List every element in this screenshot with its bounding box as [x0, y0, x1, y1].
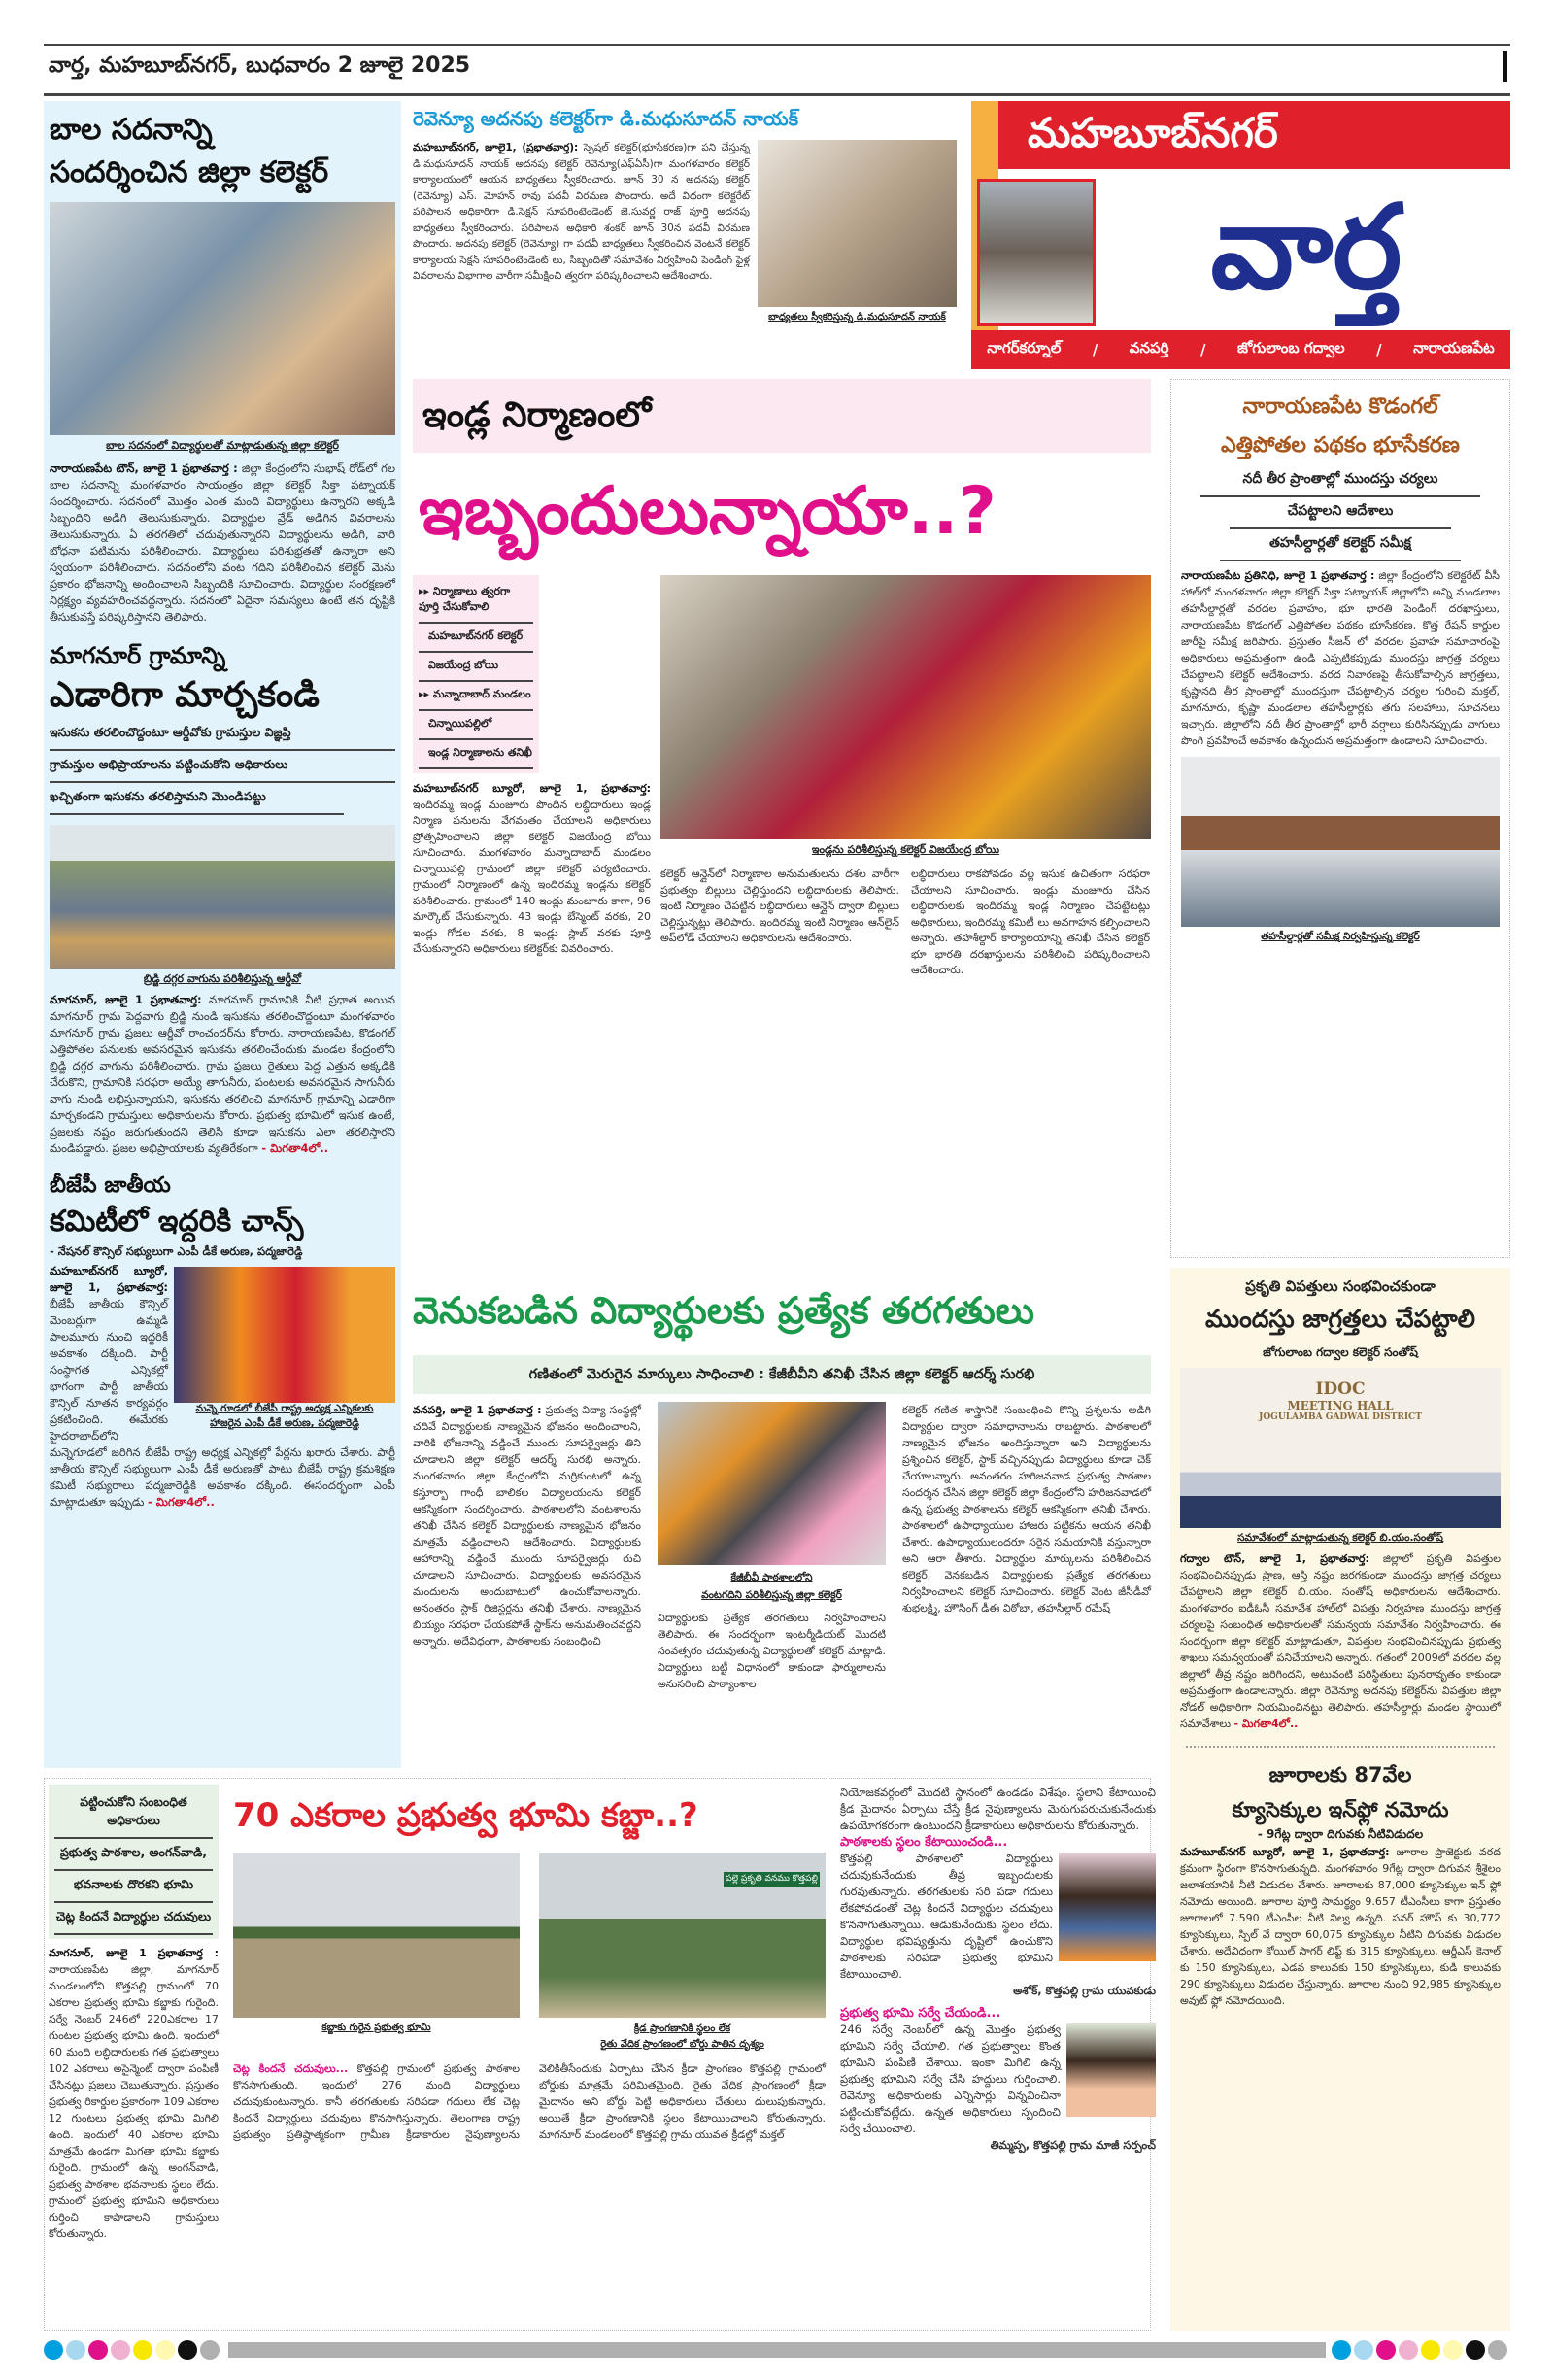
subheadline: చేపట్టాలని ఆదేశాలు	[1230, 497, 1451, 529]
registration-dot	[1443, 2340, 1463, 2360]
photo-housing	[660, 575, 1151, 839]
photo-maganoor	[50, 825, 395, 969]
sign-text: IDOC	[1315, 1379, 1366, 1399]
subheadline: భవనాలకు దొరకని భూమి	[54, 1871, 213, 1903]
photo-narayanpet	[1181, 757, 1500, 927]
article-text: స్పెషల్ కలెక్టర్(భూసేకరణ)గా పని చేస్తున్న డి.మధుసూదన్ నాయక్ అదనపు కలెక్టర్ రెవెన్యూ(ఎఫ్ఏసీ)గా మంగళవారం కలెక్టర్ కార్యాలయంలో ఆయన బాధ్యతలు స్వీకరించారు. జూన్ 30 న అదనపు కలెక్టర్ (రెవెన్యూ) ఎస్. మోహన్ రావు పదవీ విరమణ పొందారు. అదే విధంగా కలెక్టరేట్ పరిపాలన అధికారిగా డి.సెక్షన్ సూపరింటెండెంట్ జె.సువర్ణ రాజ్ పూర్తి అదనపు బాధ్యతలు స్వీకరించారు. పరిపాలన అధికారి శంకర్ జూన్ 30న పదవీ విరమణ పొందారు. అదనపు కలెక్టర్ (రెవెన్యూ) గా పదవీ బాధ్యతలు స్వీకరించిన వెంటనే కలెక్టర్ కార్యాలయ సెక్షన్ సూపరింటెండెంట్ లు, సిబ్బందితో సమావేశం నిర్వహించి పెండింగ్ ఫైళ్ల వివరాలను విభాగాల వారీగా సమీక్షించి త్వరగా పరిష్కరించాలని ఆదేశించారు.	[413, 142, 751, 282]
subheadline: నదీ తీర ప్రాంతాల్లో ముందస్తు చర్యలు	[1200, 465, 1480, 497]
highlight-text: విజయేంద్ర బోయి	[428, 659, 499, 671]
headline-line: నారాయణపేట కొడంగల్	[1242, 394, 1438, 419]
section-heading: చెట్ల కిందనే చదువులు...	[233, 2062, 349, 2075]
top-band	[413, 101, 1510, 369]
caption-line: రైతు వేదిక ప్రాంగణంలో బోర్డు పాతిన దృశ్యం	[600, 2039, 764, 2050]
article-body	[1180, 1844, 1501, 2009]
article-body	[49, 1945, 219, 2242]
kicker: ఇండ్ల నిర్మాణంలో	[413, 379, 1151, 453]
masthead-district: మహబూబ్‌నగర్	[998, 101, 1510, 169]
subheadline: ఖచ్చితంగా ఇసుకను తరలిస్తామని మొండిపట్టు	[50, 783, 344, 815]
quote-text: 246 సర్వే నెంబర్‌లో ఉన్న మొత్తం ప్రభుత్వ భూమిని సర్వే చేయాలి. గత ప్రభుత్వాలు కొంత భూమిని పంపిణీ చేశాయి. ఇంకా మిగిలి ఉన్న ప్రభుత్వ భూమిని సర్వే చేసి హద్దులు గుర్తించాలి. రెవెన్యూ అధికారులకు ఎన్నిసార్లు విన్నవించినా పట్టించుకోవట్లేదు. ఉన్నత అధికారులు స్పందించి సర్వే చేయించాలి.	[840, 2023, 1061, 2135]
subheadline: - 9గేట్ల ద్వారా దిగువకు నీటివిడుదల	[1257, 1827, 1424, 1841]
sign-text: JOGULAMBA GADWAL DISTRICT	[1259, 1412, 1422, 1422]
headline-line: క్యూసెక్కుల ఇన్‌ఫ్లో నమోదు	[1232, 1798, 1449, 1821]
header-bar	[1503, 51, 1507, 82]
photo-caption: బ్రిడ్జి దగ్గర వాగును పరిశీలిస్తున్న ఆర్డీవో	[143, 972, 302, 985]
housing-left	[413, 575, 651, 958]
continued-label: - మిగతా4లో..	[1233, 1717, 1299, 1730]
quote-text: కొత్తపల్లి పాఠశాలలో విద్యార్థులు చదువుకునేందుకు తీవ్ర ఇబ్బందులకు గురవుతున్నారు. తరగతులకు సరి పడా గదులు లేకపోవడంతో చెట్ల కిందనే విద్యార్థుల చదువులు కొనసాగుతున్నాయి. ఆడుకునేందుకు స్థలం లేదు. విద్యార్థుల భవిష్యత్తును దృష్టిలో ఉంచుకొని పాఠశాలకు సరిపడా ప్రభుత్వ భూమిని కేటాయించాలి.	[840, 1852, 1053, 1981]
caption-line: కేజీబీవీ పాఠశాలలోని	[730, 1572, 813, 1583]
article-body	[50, 992, 395, 1157]
registration-dot	[1332, 2340, 1351, 2360]
registration-dot	[1354, 2340, 1373, 2360]
article-body-col2: విద్యార్థులకు ప్రత్యేక తరగతులు నిర్వహించాలని తెలిపారు. ఈ సందర్భంగా ఇంటర్మీడియట్ మొదటి సంవత్సరం చదువుతున్న విద్యార్థులతో కలెక్టర్ మాట్లాడి. విద్యార్థులు బట్టీ విధానంలో కాకుండా ఫార్ములాలను అనుసరించి పాఠ్యాంశాల	[658, 1612, 886, 1690]
caption-line: వంటగదిని పరిశీలిస్తున్న జిల్లా కలెక్టర్	[701, 1589, 842, 1601]
registration-dot	[1466, 2340, 1485, 2360]
story-education	[413, 1268, 1151, 1768]
dateline-lead: మహబూబ్‌నగర్ బ్యూరో, జూలై 1, ప్రభాతవార్త:	[50, 1264, 168, 1294]
registration-dot	[178, 2340, 197, 2360]
subheadline: పట్టించుకోని సంబంధిత అధికారులు	[54, 1788, 213, 1839]
dateline-lead: నారాయణపేట ప్రతినిధి, జూలై 1 ప్రభాతవార్త :	[1181, 569, 1375, 582]
subheadline: తహసీల్దార్లతో కలెక్టర్ సమీక్ష	[1220, 529, 1461, 561]
photo-caption: తహసీల్దార్లతో సమీక్ష నిర్వహిస్తున్న కలెక్టర్	[1261, 931, 1420, 942]
masthead-editions: నాగర్‌కర్నూల్ / వనపర్తి / జోగులాంబ గద్వాల / నారాయణపేట	[971, 330, 1510, 369]
photo-caption: సమావేశంలో మాట్లాడుతున్న కలెక్టర్ బి.యం.సంతోష్	[1237, 1532, 1443, 1544]
photo-caption: మన్నె గూడలో బీజేపీ రాష్ట్ర అధ్యక్ష ఎన్నికలకు	[195, 1403, 374, 1414]
registration-dot	[1399, 2340, 1418, 2360]
article-text: జిల్లాలో ప్రకృతి విపత్తుల సంభవించినప్పుడు ప్రాణ, ఆస్తి నష్టం జరగకుండా ముందస్తు జాగ్రత్త చర్యలు చేపట్టాలని జిల్లా కలెక్టర్ బి.యం. సంతోష్ అధికారులను ఆదేశించారు. మంగళవారం ఐడీఓసీ సమావేశ హాల్‌లో విపత్తు నిర్వహణ ముందస్తు జాగ్రత్త చర్యలపై సంబంధిత అధికారులతో సమన్వయ సమావేశం నిర్వహించారు. ఈ సందర్భంగా జిల్లా కలెక్టర్ మాట్లాడుతూ, విపత్తుల సంభవించినప్పుడు ప్రభుత్వ శాఖలు సమన్వయంతో పనిచేయాలని అన్నారు. గతంలో 2009లో వరదల వల్ల జిల్లాలో తీవ్ర నష్టం జరిగిందని, అటువంటి పరిస్థితులు పునరావృతం కాకుండా అప్రమత్తంగా ఉండాలన్నారు. జిల్లా రెవెన్యూ అదనపు కలెక్టర్‌ను విపత్తుల జిల్లా నోడల్ అధికారిగా నియమించినట్టు తెలిపారు. తహసీల్దార్లు మండల స్థాయిలో సమావేశాలు	[1180, 1552, 1501, 1730]
color-marks-left	[44, 2340, 222, 2360]
photo-gadwal	[1180, 1368, 1501, 1528]
article-text: ప్రభుత్వ విద్యా సంస్థల్లో చదివే విద్యార్థులకు నాణ్యమైన భోజనం అందించాలని, వారికి భోజనాన్ని వడ్డించే ముందు సూపర్వైజర్లు తిని చూడాలని జిల్లా కలెక్టర్ ఆదర్శ్ సురభి అన్నారు. మంగళవారం జిల్లా కేంద్రంలోని మర్రికుంటలో ఉన్న కస్తూర్బా గాంధీ బాలికల విద్యాలయంను కలెక్టర్ ఆకస్మికంగా సందర్శించారు. పాఠశాలలోని వంటశాలను తనిఖీ చేసిన కలెక్టర్ విద్యార్థులకు నాణ్యమైన భోజనం మాత్రమే వడ్డించాలని ఆదేశించారు. విద్యార్థులకు ఆహారాన్ని వడ్డించే ముందు సూపర్వైజర్లు రుచి చూడాలని సూచించారు. విద్యార్థులకు అవసరమైన మందులను అందుబాటులో ఉంచుకోవాలన్నారు. అనంతరం స్టాక్ రిజిస్టర్లను తనిఖీ చేశారు. నాణ్యమైన బియ్యం సరఫరా చేయకపోతే స్టాక్‌ను అనుమతించవద్దని అన్నారు. అదేవిధంగా, పాఠశాలకు సంబంధించి	[413, 1404, 641, 1648]
dateline-lead: నారాయణపేట టౌన్, జూలై 1 ప్రభాతవార్త :	[50, 461, 238, 475]
arrow-icon: ▸▸	[419, 688, 433, 700]
headline-line: మాగనూర్ గ్రామాన్ని	[50, 642, 226, 669]
education-columns	[413, 1402, 1151, 1692]
page-grid	[44, 101, 1510, 2331]
arrow-icon: ▸▸	[419, 585, 433, 597]
article-text: జిల్లా కేంద్రంలోని సుభాష్ రోడ్‌లో గల బాల సదనాన్ని మంగళవారం సాయంత్రం జిల్లా కలెక్టర్ సిక్తా పట్నాయక్ సందర్శించారు. సదనంలో మొత్తం ఎంత మంది విద్యార్థులు ఉన్నారని అక్కడి సిబ్బందిని అడిగి తెలుసుకున్నారు. విద్యార్థుల వ్రేడ్ అడిగిన వివరాలను తెలుసుకున్నారు. ఏ తరగతిలో చదువుతున్నారని విద్యార్థులను అడిగి, వారి బోధనా పటిమను పరిశీలించారు. విద్యార్థులు పరిశుభ్రతతో ఉన్నారా అని స్వయంగా పరిశీలించారు. సదనంలోని వంట గదిని పరిశీలించిన కలెక్టర్ మెను ప్రకారం భోజనాన్ని అందించాలని సిబ్బందికి సూచించారు. విద్యార్థుల సంరక్షణలో నిర్లక్ష్యం వ్యవహరించవద్దన్నారు. సదనంలో ఏదైనా సమస్యలు ఉంటే తన దృష్టికి తీసుకువస్తే పరిష్కరిస్తానని తెలిపారు.	[50, 461, 395, 624]
photo-land	[233, 1853, 520, 2018]
article-body-col3: కలెక్టర్ గణిత శాస్త్రానికి సంబంధించి కొన్ని ప్రశ్నలను అడిగి విద్యార్థుల ద్వారా సమాధానాలను రాబట్టారు. పాఠశాలలో నాణ్యమైన భోజనం అందిస్తున్నారా అని విద్యార్థులను ప్రశ్నించిన కలెక్టర్, స్టాక్ వచ్చినప్పుడు విద్యార్థులు కూడా చెక్ చేయాలన్నారు. అనంతరం హరిజనవాడ ప్రభుత్వ పాఠశాల సందర్శన చేసిన జిల్లా కలెక్టర్ జిల్లా కేంద్రంలోని హరిజనవాడలో ఉన్న ప్రభుత్వ పాఠశాలను కలెక్టర్ ఆకస్మికంగా తనిఖీ చేశారు. పాఠశాలలో ఉపాధ్యాయుల హాజరు పట్టికను ఆయన తనిఖీ చేశారు. ఉపాధ్యాయులందరూ సరైన సమయానికి వస్తున్నారా అని ఆరా తీశారు. విద్యార్థుల మార్కులను పరిశీలించిన కలెక్టర్, వెనకబడిన విద్యార్థులకు ప్రత్యేక తరగతులు నిర్వహించాలని కలెక్టర్ సూచించారు. కలెక్టర్ వెంట జీసీడీవో శుభలక్ష్మి, హౌసింగ్ డీఈ విఠోబా, తహసీల్దార్ రమేష్	[902, 1404, 1152, 1615]
housing-columns	[413, 575, 1151, 979]
article-text: జిల్లా కేంద్రంలోని కలెక్టరేట్ వీసీ హాల్‌లో మంగళవారం జిల్లా కలెక్టర్ సిక్తా పట్నాయక్ జిల్లాలోని అన్ని మండలాల తహసీల్దార్లతో వరదల ప్రవాహం, భూ భారతి పెండింగ్ దరఖాస్తులు, నారాయణపేట కొడంగల్ ఎత్తిపోతల పథకం భూసేకరణ, కొత్త రేషన్ కార్డుల జారీపై సమీక్ష జరిపారు. ప్రస్తుతం సీజన్ లో వరదల ప్రవాహ సమాచారంపై అధికారులు అప్రమత్తంగా ఉండి ఎప్పటికప్పుడు ముందస్తు జాగ్రత్త చర్యలు చేపట్టాలని కలెక్టర్ ఆదేశించారు. వరద నివారణపై తీసుకోవాల్సిన జాగ్రత్తలు, కృష్ణానది తీర ప్రాంతాల్లో ముందస్తుగా చేపట్టాల్సిన చర్యల గురించి మక్తల్, మాగనూరు, కృష్ణా మండలాల తహసీల్దార్లకు తగు సలహాలు, సూచనలు ఇచ్చారు. జిల్లాలోని నదీ తీర ప్రాంతాల్లో భారీ వర్షాలు కురిసినప్పుడు వాగులు పొంగి ప్రవహించే అవకాశం ఉన్నందున అప్రమత్తంగా ఉండాలని సూచించారు.	[1181, 569, 1501, 747]
land-photo2-box	[539, 1853, 826, 2053]
registration-dot	[1421, 2340, 1440, 2360]
edition-label: జోగులాంబ గద్వాల	[1237, 339, 1345, 357]
registration-bar	[44, 2339, 1510, 2361]
highlight-item	[419, 624, 533, 653]
top-rule	[44, 44, 1510, 46]
divider	[1186, 1746, 1495, 1748]
headline-line: బాల సదనాన్ని	[50, 113, 213, 147]
photo-ashok	[1059, 1853, 1156, 1961]
story-land	[44, 1778, 1156, 2331]
photo-revenue	[758, 140, 957, 307]
article-body	[413, 140, 957, 323]
article-text: నియోజకవర్గంలో మొదటి స్థానంలో ఉండడం విశేషం. స్థలాని కేటాయించి క్రీడ మైదానం ఏర్పాటు చేస్తే క్రీడ నైపుణ్యాలను మెరుగుపరుచుకునేందుకు ఉపయోగకరంగా ఉంటుందని క్రీడాకారులు అధికారులను కోరుతున్నారు.	[840, 1785, 1156, 1832]
story-revenue	[413, 101, 957, 330]
headline-line: కమిటీలో ఇద్దరికి చాన్స్	[50, 1205, 304, 1239]
color-marks-right	[1332, 2340, 1510, 2360]
highlight-item	[419, 682, 533, 711]
photo-caption	[658, 1569, 886, 1604]
article-text: కొత్తపల్లి గ్రామంలో ప్రభుత్వ పాఠశాల కొనసాగుతుంది. ఇందులో 276 మంది విద్యార్థులు చదువుకుంటున్నారు. కానీ తరగతులకు సరిపడా గదులు లేక చెట్ల కిందనే విద్యార్థులు చదువులు కొనసాగిస్తున్నారు. తెలంగాణ రాష్ట్ర ప్రభుత్వం ప్రతిష్ఠాత్మకంగా గ్రామీణ క్రీడాకారుల నైపుణ్యాలను వెలికితీసేందుకు ఏర్పాటు చేసిన క్రీడా ప్రాంగణం కొత్తపల్లి గ్రామంలో బోర్డుకు మాత్రమే పరిమితమైంది. రైతు వేదిక ప్రాంగణంలో క్రీడా మైదానం అని బోర్డు పెట్టి అధికారులు చేతులు దులుపుకున్నారు. అయితే క్రీడా ప్రాంగణానికి స్థలం కేటాయించాలని కోరుతున్నారు. మాగనూర్ మండలంలో కొత్తపల్లి గ్రామ యువత క్రీడల్లో మక్తల్	[233, 2062, 826, 2141]
sign-text: పల్లె ప్రకృతి వనము కొత్తపల్లి	[724, 1872, 820, 1887]
registration-dot	[155, 2340, 175, 2360]
registration-dot	[44, 2340, 63, 2360]
story-housing	[413, 379, 1151, 1258]
edition-label: వనపర్తి	[1129, 339, 1169, 357]
article-text: బీజేపీ జాతీయ కౌన్సిల్ మెంబర్లుగా ఉమ్మడి పాలమూరు నుంచి ఇద్దరికీ అవకాశం దక్కింది. పార్టీ సంస్థాగత ఎన్నికల్లో భాగంగా పార్టీ జాతీయ కౌన్సిల్ నూతన కార్యవర్గం ప్రకటించింది. ఈమేరకు హైదరాబాద్‌లోని మన్నెగూడలో జరిగిన బీజేపీ రాష్ట్ర అధ్యక్ష ఎన్నికల్లో పేర్లను ఖరారు చేశారు. పార్టీ జాతీయ కౌన్సిల్ సభ్యులుగా ఎంపీ డీకే అరుణతో పాటు బీజేపీ రాష్ట్ర క్రమశిక్షణ కమిటీ సభ్యురాలు పద్మజారెడ్డికి అవకాశం దక్కింది. ఈసందర్భంగా ఎంపీ మాట్లాడుతూ ఇప్పుడు	[50, 1297, 395, 1509]
edition-label: నారాయణపేట	[1413, 339, 1495, 357]
highlight-text: ఇండ్ల నిర్మాణాలను తనిఖీ	[428, 746, 532, 759]
registration-dot	[1376, 2340, 1396, 2360]
dateline: వార్త, మహబూబ్‌నగర్, బుధవారం 2 జూలై 2025	[49, 53, 471, 78]
article-body-col1	[413, 1402, 641, 1649]
highlight-text: చిన్నాయిపల్లిలో	[428, 717, 492, 730]
registration-dot	[88, 2340, 108, 2360]
story-bala-sadanam	[50, 109, 395, 626]
subheadline: జోగులాంబ గద్వాల కలెక్టర్ సంతోష్	[1263, 1345, 1418, 1359]
dateline-lead: గద్వాల టౌన్, జూలై 1, ప్రభాతవార్త:	[1180, 1552, 1369, 1565]
headline-line: ఎడారిగా మార్చకండి	[50, 675, 320, 715]
masthead-photo	[977, 179, 1096, 326]
photo-education	[658, 1402, 886, 1565]
headline: ముందస్తు జాగ్రత్తలు చేపట్టాలి	[1204, 1305, 1475, 1333]
highlight-text: నిర్మాణాలు త్వరగా పూర్తి చేసుకోవాలి	[419, 585, 511, 613]
sign-text: MEETING HALL	[1287, 1399, 1394, 1412]
registration-dot	[133, 2340, 152, 2360]
article-text: మాగనూర్ గ్రామానికి నీటి ప్రధాత అయిన మాగనూర్ గ్రామ పెద్దవాగు బ్రిడ్జి నుండి ఇసుకను తరలించొద్దంటూ మంగళవారం మాగనూర్ గ్రామ ప్రజలు ఆర్డీవో రాంచందర్‌ను కోరారు. నారాయణపేట, కొడంగల్ ఎత్తిపోతల పనులకు అవసరమైన ఇసుకను తరలించేందుకు మండల కేంద్రంలోని బ్రిడ్జి దగ్గర వాగును పరిశీలించారు. గ్రామ ప్రజలు రైతులు పెద్ద ఎత్తున అక్కడికి చేరుకొని, గ్రామానికి సరఫరా అయ్యే తాగునీరు, పంటలకు అవసరమైన సాగునీరు వాగు నుండి లభిస్తున్నాయని, ఇసుకను తరలించి మాగనూర్ గ్రామాన్ని ఎడారిగా మార్చకండని గ్రామస్తులు అధికారులను కోరారు. ప్రభుత్వ భూమిలో ఇసుక ఉంటే, ప్రజలకు నష్టం జరుగుతుందని తెలిసి కూడా ఇసుకను ఎలా తరలిస్తారని మండిపడ్డారు. ప్రజల అభిప్రాయాలకు వ్యతిరేకంగా	[50, 993, 395, 1155]
article-text: జూరాల ప్రాజెక్టుకు వరద క్రమంగా స్థిరంగా కొనసాగుతున్నది. మంగళవారం 9గేట్ల ద్వారా దిగువన శ్రీశైలం జలాశయానికి నీటి విడుదల చేశారు. జూరాలకు 87,000 క్యూసెక్కుల ఇన్ ఫ్లో నమోదు అయింది. జూరాల పూర్తి సామర్థ్యం 9.657 టీఎంసీలు కాగా ప్రస్తుతం జూరాలలో 7.590 టీఎంసీల నీటి నిల్వ ఉన్నది. పవర్ హౌస్ కు 30,772 క్యూసెక్కులు, స్పిల్ వే ద్వారా 60,075 క్యూసెక్కుల నీటిని దిగువకు విడుదల చేశారు. అదేవిధంగా కోయిల్ సాగర్ లిఫ్ట్ కు 315 క్యూసెక్కులు, ఆర్డీఎస్ కెనాల్ కు 150 క్యూసెక్కులు, ఎడవ కాలువకు 150 క్యూసెక్కులు, కుడి కాలువకు 290 క్యూసెక్కులు విడుదల చేస్తున్నారు. జూరాల నుంచి 92,985 క్యూసెక్కుల అవుట్ ఫ్లో నమోదయింది.	[1180, 1846, 1501, 2007]
subheadline: చెట్ల కిందనే విద్యార్థుల చదువులు	[54, 1903, 213, 1935]
housing-body-columns	[660, 867, 1151, 979]
story-narayanpet	[1170, 379, 1510, 1258]
dateline-lead: మహబూబ్‌నగర్ బ్యూరో, జూలై 1, ప్రభాతవార్త:	[413, 782, 651, 795]
article-body	[1180, 1550, 1501, 1732]
subheadline: గ్రామస్తుల అభిప్రాయాలను పట్టించుకోని అధికారులు	[50, 751, 395, 783]
photo-caption: బాధ్యతలు స్వీకరిస్తున్న డి.మధుసూదన్ నాయక్	[768, 312, 946, 323]
dateline-lead: మహబూబ్‌నగర్ బ్యూరో, జూలై 1, ప్రభాతవార్త:	[1180, 1846, 1390, 1858]
highlight-item	[419, 579, 533, 624]
masthead-logo: వార్త	[1210, 181, 1402, 316]
highlight-item	[419, 711, 533, 740]
subheadline: ప్రభుత్వ పాఠశాల, అంగన్‌వాడి,	[54, 1839, 213, 1871]
dateline-lead: వనపర్తి, జూలై 1 ప్రభాతవార్త :	[413, 1404, 542, 1416]
section-heading: ప్రభుత్వ భూమి సర్వే చేయండి...	[840, 2006, 1001, 2021]
right-lower-column	[1170, 1268, 1510, 2331]
headline: ఇబ్బందులున్నాయా..?	[419, 473, 997, 550]
article-body	[50, 460, 395, 626]
photo	[174, 1267, 395, 1403]
masthead	[971, 101, 1510, 369]
headline: 70 ఎకరాల ప్రభుత్వ భూమి కబ్జా..?	[233, 1796, 698, 1835]
land-photos	[233, 1853, 826, 2053]
article-text: నారాయణపేట జిల్లా, మాగనూర్ మండలంలోని కొత్తపల్లి గ్రామంలో 70 ఎకరాల ప్రభుత్వ భూమి కబ్జాకు గురైంది. సర్వే నెంబర్ 246లో 220ఎకరాల 17 గుంటల ప్రభుత్వ భూమి ఉంది. ఇందులో 60 మంది లబ్ధిదారులకు గత ప్రభుత్వాలు 102 ఎకరాలు అసైన్మెంట్ ద్వారా పంపిణీ చేసినట్లు ప్రజలు చెబుతున్నారు. ప్రస్తుతం ప్రభుత్వ రికార్డుల ప్రకారంగా 109 ఎకరాల 12 గుంటలు ప్రభుత్వ భూమి మిగిలి ఉంది. ఇందులో 40 ఎకరాల భూమి మాత్రమే ఉండగా మిగతా భూమి కబ్జాకు గురైంది. గ్రామంలో ఉన్న అంగన్‌వాడి, ప్రభుత్వ పాఠశాల భవనాలకు స్థలం లేదు. గ్రామంలో ప్రభుత్వ భూమిని అధికారులు గుర్తించి కాపాడాలని గ్రామస్తులు కోరుతున్నారు.	[49, 1963, 219, 2240]
subheadline: - నేషనల్ కౌన్సిల్ సభ్యులుగా ఎంపీ డీకే అరుణ, పద్మజారెడ్డి	[50, 1244, 303, 1258]
highlight-item	[419, 740, 533, 769]
photo-caption: బాల సదనంలో విద్యార్థులతో మాట్లాడుతున్న జిల్లా కలెక్టర్	[106, 439, 339, 452]
photo-caption: కబ్జాకు గురైన ప్రభుత్వ భూమి	[321, 2023, 431, 2033]
dateline-lead: మాగనూర్, జూలై 1 ప్రభాతవార్త:	[50, 993, 202, 1006]
housing-right	[660, 575, 1151, 979]
land-col1	[49, 1785, 219, 2242]
headline-line: సందర్శించిన జిల్లా కలెక్టర్	[50, 155, 329, 189]
registration-dot	[1488, 2340, 1507, 2360]
photo-thimmappa	[1066, 2023, 1156, 2117]
headline-line: బీజేపీ జాతీయ	[50, 1173, 171, 1198]
left-column	[44, 101, 401, 1768]
story-bjp	[50, 1171, 395, 1511]
article-body	[1181, 567, 1500, 749]
quote-author: తిమ్మప్ప, కొత్తపల్లి గ్రామ మాజీ సర్పంచ్	[990, 2138, 1156, 2152]
land-photo1-box	[233, 1853, 520, 2053]
photo-caption: ఇండ్లను పరిశీలిస్తున్న కలెక్టర్ విజయేంద్ర బోయి	[811, 843, 1000, 856]
section-heading: పాఠశాలకు స్థలం కేటాయించండి...	[840, 1835, 1008, 1850]
article-body-col3: లబ్ధిదారులు రాకపోవడం వల్ల ఇసుక ఉచితంగా సరఫరా చేయాలని సూచించారు. ఇండ్లు మంజూరు చేసిన లబ్ధిదారులకు ఇందిరమ్మ ఇండ్ల నిర్మాణం చేపట్టేటట్లు అధికారులు, ఇందిరమ్మ కమిటీ లు అవగాహన కల్పించాలని అన్నారు. తహశీల్దార్ కార్యాలయాన్ని తనిఖీ చేసిన కలెక్టర్ భూ భారతి దరఖాస్తులను పరిశీలించి పరిష్కరించాలని ఆదేశించారు.	[911, 867, 1150, 976]
photo-bjp	[174, 1267, 395, 1432]
highlight-item	[419, 653, 533, 682]
education-middle	[658, 1402, 886, 1692]
header-rule	[44, 93, 1510, 96]
photo-bala-sadanam	[50, 202, 395, 435]
caption-line: క్రీడ ప్రాంగణానికి స్థలం లేక	[633, 2023, 731, 2034]
article-text: ఇందిరమ్మ ఇండ్ల మంజూరు పొందిన లబ్ధిదారులు ఇండ్ల నిర్మాణ పనులను వేగవంతం చేయాలని అధికారులు ప్రోత్సహించాలని జిల్లా కలెక్టర్ విజయేంద్ర బోయి సూచించారు. మంగళవారం మన్నాదాబాద్ మండలం చిన్నాయిపల్లి గ్రామంలో జిల్లా కలెక్టర్ పర్యటించారు. గ్రామంలో నిర్మాణంలో ఉన్న ఇందిరమ్మ ఇండ్లను కలెక్టర్ పరిశీలించారు. గ్రామంలో 140 ఇండ్లు మంజూరు కాగా, 96 మార్కౌట్ చేసుకున్నారు. 43 ఇండ్లు బేస్మెంట్ వరకు, 20 ఇండ్లు గోడల వరకు, 8 ఇండ్లు స్లాబ్ వరకు పూర్తి చేసుకున్నారని అధికారులు కలెక్టర్‌కు వివరించారు.	[413, 798, 651, 955]
dateline-lead: మహబూబ్‌నగర్, జూలై1, (ప్రభాతవార్త):	[413, 142, 579, 153]
highlights-box	[49, 1785, 219, 1939]
edition-label: నాగర్‌కర్నూల్	[987, 339, 1062, 357]
continued-label: - మిగతా4లో..	[148, 1495, 215, 1509]
article-body-col2: కలెక్టర్ ఆన్లైన్‌లో నిర్మాణాల అనుమతులను దశల వారీగా ప్రభుత్వం బిల్లులు చెల్లిస్తుందని లబ్ధిదారులకు తెలిపారు. ఇంటి నిర్మాణం చేపట్టిన లబ్ధిదారులు ఆన్లైన్ ద్వారా బిల్లులు చెల్లిస్తున్నట్లు తెలిపారు. ఇందిరమ్మ ఇంటి నిర్మాణం ఆన్‌లైన్ అప్‌లోడ్ చేయాలని అధికారులను ఆదేశించారు.	[660, 867, 899, 944]
continued-label: - మిగతా4లో..	[261, 1141, 329, 1155]
article-body-col2	[233, 2060, 826, 2143]
highlight-text: మహబూబ్‌నగర్ కలెక్టర్	[428, 629, 524, 642]
headline: రెవెన్యూ అదనపు కలెక్టర్‌గా డి.మధుసూదన్ నాయక్	[413, 107, 799, 130]
subheadline: ఇసుకను తరలించొద్దంటూ ఆర్డీవోకు గ్రామస్తుల విజ్ఞప్తి	[50, 719, 395, 751]
photo-playground	[539, 1853, 826, 2018]
registration-dot	[66, 2340, 85, 2360]
photo-revenue-box	[758, 140, 957, 326]
headline-line: జూరాలకు 87వేల	[1268, 1763, 1412, 1786]
kicker: ప్రకృతి విపత్తులు సంభవించకుండా	[1245, 1277, 1436, 1295]
headline-line: ఎత్తిపోతల పథకం భూసేకరణ	[1221, 433, 1460, 458]
subheadline: గణితంలో మెరుగైన మార్కులు సాధించాలి : కేజీబీవీని తనిఖీ చేసిన జిల్లా కలెక్టర్ ఆదర్శ్ సురభి	[413, 1355, 1151, 1394]
highlights-box	[413, 575, 539, 773]
highlight-text: మన్నాదాబాద్ మండలం	[432, 688, 531, 700]
photo-caption	[539, 2022, 826, 2053]
dateline-lead: మాగనూర్, జూలై 1 ప్రభాతవార్త :	[49, 1947, 219, 1959]
land-col2	[233, 1785, 826, 2143]
article-body-col1	[413, 781, 651, 958]
headline: వెనుకబడిన విద్యార్థులకు ప్రత్యేక తరగతులు	[413, 1289, 1034, 1332]
article-body-col3	[840, 1785, 1156, 2154]
quote-author: అశోక్, కొత్తపల్లి గ్రామ యువకుడు	[1013, 1984, 1156, 1997]
registration-dot	[200, 2340, 220, 2360]
photo-caption: హాజరైన ఎంపీ డీకే అరుణ, పద్మజారెడ్డి	[210, 1417, 359, 1429]
registration-dot	[111, 2340, 130, 2360]
gray-strip	[228, 2342, 1326, 2358]
story-maganoor	[50, 639, 395, 1157]
